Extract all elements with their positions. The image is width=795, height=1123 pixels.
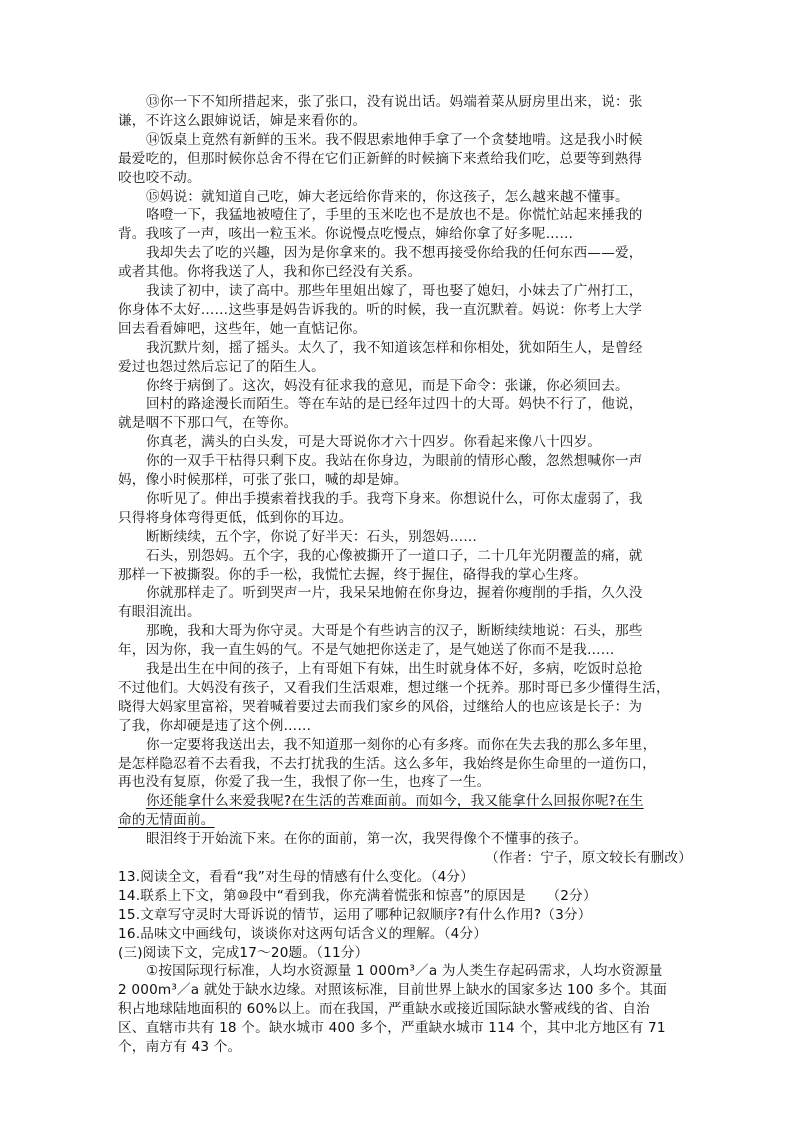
line-text: 那晚，我和大哥为你守灵。大哥是个有些讷言的汉子，断断续续地说：石头，那些 — [146, 623, 643, 640]
line-text: 只得将身体弯得更低，低到你的耳边。 — [118, 509, 353, 526]
text-line — [118, 150, 642, 168]
text-line — [118, 358, 325, 376]
line-text: 是怎样隐忍着不去看我，不去打扰我的生活。这么多年，我始终是你生命里的一道伤口， — [118, 755, 656, 772]
text-line — [118, 1038, 241, 1056]
text-line — [146, 962, 663, 980]
paragraph-number-glyph: ⑮ — [146, 188, 160, 205]
text-line — [146, 452, 643, 470]
line-text: 爱过也怨过然后忘记了的陌生人。 — [118, 358, 325, 375]
text-line — [146, 206, 643, 224]
text-line — [118, 641, 615, 659]
text-line — [118, 603, 201, 621]
text-line — [118, 1019, 666, 1037]
line-text: 谦，不许这么跟婶说话，婶是来看你的。 — [118, 112, 367, 129]
line-text: 你终于病倒了。这次，妈没有征求我的意见，而是下命令：张谦，你必须回去。 — [146, 377, 629, 394]
line-text: 背。我咳了一声，咳出一粒玉米。你说慢点吃慢点，婶给你拿了好多呢…… — [118, 226, 574, 243]
line-text: 命的无情面前。 — [118, 812, 215, 829]
text-line — [146, 622, 643, 640]
text-line — [485, 849, 692, 867]
text-line — [118, 981, 667, 999]
line-text: 石头，别怨妈。五个字，我的心像被撕开了一道口子，二十几年光阴覆盖的痛，就 — [146, 547, 643, 564]
text-line — [118, 944, 368, 962]
text-line — [118, 773, 490, 791]
text-line — [146, 282, 643, 300]
line-text: 饭桌上竟然有新鲜的玉米。我不假思索地伸手拿了一个贪婪地啃。这是我小时候 — [159, 131, 643, 148]
text-line — [146, 339, 643, 357]
line-text: 你听见了。伸出手摸索着找我的手。我弯下身来。你想说什么，可你太虚弱了，我 — [146, 490, 643, 507]
line-text: 你的一双手干枯得只剩下皮。我站在你身边，为眼前的情形心酸，忽然想喊你一声 — [146, 453, 643, 470]
text-line — [146, 830, 587, 848]
line-text: 你真老，满头的白头发，可是大哥说你才六十四岁。你看起来像八十四岁。 — [146, 434, 602, 451]
line-text: 就是咽不下那口气，在等你。 — [118, 415, 298, 432]
line-text: 断断续续，五个字，你说了好半天：石头，别怨妈…… — [146, 528, 478, 545]
text-line — [118, 301, 642, 319]
text-line — [118, 887, 597, 905]
text-line — [146, 660, 643, 678]
text-line — [118, 811, 215, 829]
line-text: 或者其他。你将我送了人，我和你已经没有关系。 — [118, 264, 422, 281]
text-line — [146, 736, 656, 754]
text-line — [146, 433, 601, 451]
line-text: 妈说：就知道自己吃，婶大老远给你背来的，你这孩子，怎么越来越不懂事。 — [159, 188, 629, 205]
paragraph-number-glyph: ⑭ — [146, 131, 160, 148]
text-line — [146, 131, 643, 149]
line-text: 眼泪终于开始流下来。在你的面前，第一次，我哭得像个不懂事的孩子。 — [146, 831, 588, 848]
line-text: 不过他们。大妈没有孩子，又看我们生活艰难，想过继一个抚养。那时哥已多少懂得生活， — [118, 679, 670, 696]
line-text: 14.联系上下文，第⑩段中“看到我，你充满着慌张和惊喜”的原因是 （2分） — [118, 887, 597, 904]
line-text: （作者：宁子，原文较长有删改） — [485, 850, 692, 866]
text-line — [118, 1000, 650, 1018]
line-text: 13.阅读全文，看看“我”对生母的情感有什么变化。（4分） — [118, 868, 475, 885]
text-line — [118, 717, 311, 735]
line-text: 晓得大妈家里富裕，哭着喊着要过去而我们家乡的风俗，过继给人的也应该是长子：为 — [118, 698, 643, 715]
text-line — [146, 528, 477, 546]
line-text: 咬也咬不动。 — [118, 169, 201, 186]
line-text: 回去看看婶吧，这些年，她一直惦记你。 — [118, 320, 367, 337]
paragraph-number-glyph: ① — [146, 963, 159, 980]
line-text: 个，南方有 43 个。 — [118, 1039, 242, 1055]
text-line — [146, 244, 643, 262]
line-text: 你身体不太好……这些事是妈告诉我的。听的时候，我一直沉默着。妈说：你考上大学 — [118, 301, 643, 318]
line-text: 我是出生在中间的孩子，上有哥姐下有妹，出生时就身体不好，多病，吃饭时总抢 — [146, 661, 643, 677]
line-text: 我却失去了吃的兴趣，因为是你拿来的。我不想再接受你给我的任何东西——爱， — [146, 245, 643, 262]
line-text: 16.品味文中画线句，谈谈你对这两句话含义的理解。（4分） — [118, 925, 488, 942]
text-line — [118, 112, 366, 130]
line-text: 积占地球陆地面积的 60%以上。而在我国，严重缺水或接近国际缺水警戒线的省、自治 — [118, 1001, 650, 1018]
line-text: (三)阅读下文，完成17～20题。（11分） — [118, 944, 369, 961]
line-text: 咯噔一下，我猛地被噎住了，手里的玉米吃也不是放也不是。你慌忙站起来捶我的 — [146, 207, 643, 224]
line-text: 年，因为你，我一直生妈的气。不是气她把你送走了，是气她送了你而不是我…… — [118, 642, 615, 659]
text-line — [118, 509, 353, 527]
line-text: 回村的路途漫长而陌生。等在车站的是已经年过四十的大哥。妈快不行了，他说， — [146, 396, 643, 413]
text-line — [146, 93, 643, 111]
line-text: 你一下不知所措起来，张了张口，没有说出话。妈端着菜从厨房里出来，说：张 — [159, 94, 643, 110]
line-text: 再也没有复原，你爱了我一生，我恨了你一生，也疼了一生。 — [118, 774, 491, 791]
text-line — [118, 906, 592, 924]
text-line — [146, 584, 643, 602]
line-text: 有眼泪流出。 — [118, 604, 201, 621]
line-text: 我沉默片刻，摇了摇头。太久了，我不知道该怎样和你相处，犹如陌生人，是曾经 — [146, 339, 643, 356]
line-text: 按国际现行标准，人均水资源量 1 000m³／a 为人类生存起码需求，人均水资源量 — [158, 963, 663, 980]
text-line — [146, 490, 643, 508]
line-text: 我读了初中，读了高中。那些年里姐出嫁了，哥也娶了媳妇，小妹去了广州打工， — [146, 283, 643, 299]
text-line — [118, 320, 366, 338]
text-line — [146, 547, 643, 565]
line-text: 妈，像小时候那样，可张了张口，喊的却是婶。 — [118, 472, 408, 488]
text-line — [118, 263, 421, 281]
line-text: 最爱吃的，但那时候你总舍不得在它们正新鲜的时候摘下来煮给我们吃，总要等到熟得 — [118, 150, 643, 167]
text-line — [118, 755, 656, 773]
text-line — [146, 395, 643, 413]
line-text: 你一定要将我送出去，我不知道那一刻你的心有多疼。而你在失去我的那么多年里， — [146, 736, 657, 753]
text-line — [118, 471, 408, 489]
text-line — [118, 566, 587, 584]
line-text: 2 000m³／a 就处于缺水边缘。对照该标准，目前世界上缺水的国家多达 100 多个。其面 — [118, 982, 668, 999]
text-line — [146, 377, 629, 395]
line-text: 了我，你却硬是违了这个例…… — [118, 717, 312, 734]
text-line — [118, 925, 487, 943]
line-text: 那样一下被撕裂。你的手一松，我慌忙去握，终于握住，硌得我的掌心生疼。 — [118, 566, 587, 583]
text-line — [118, 679, 670, 697]
text-line — [118, 169, 201, 187]
line-text: 区、直辖市共有 18 个。缺水城市 400 多个，严重缺水城市 114 个，其中北方地区有 71 — [118, 1020, 666, 1037]
text-line — [118, 868, 474, 886]
text-line — [118, 225, 573, 243]
text-line — [118, 698, 642, 716]
text-line — [146, 792, 644, 810]
line-text: 15.文章写守灵时大哥诉说的情节，运用了哪种记叙顺序?有什么作用?（3分） — [118, 906, 592, 923]
line-text: 你就那样走了。听到哭声一片，我呆呆地俯在你身边，握着你瘦削的手指，久久没 — [146, 585, 643, 602]
text-line — [146, 188, 629, 206]
line-text: 你还能拿什么来爱我呢?在生活的苦难面前。而如今，我又能拿什么回报你呢?在生 — [146, 793, 644, 810]
paragraph-number-glyph: ⑬ — [146, 94, 160, 110]
text-line — [118, 414, 297, 432]
